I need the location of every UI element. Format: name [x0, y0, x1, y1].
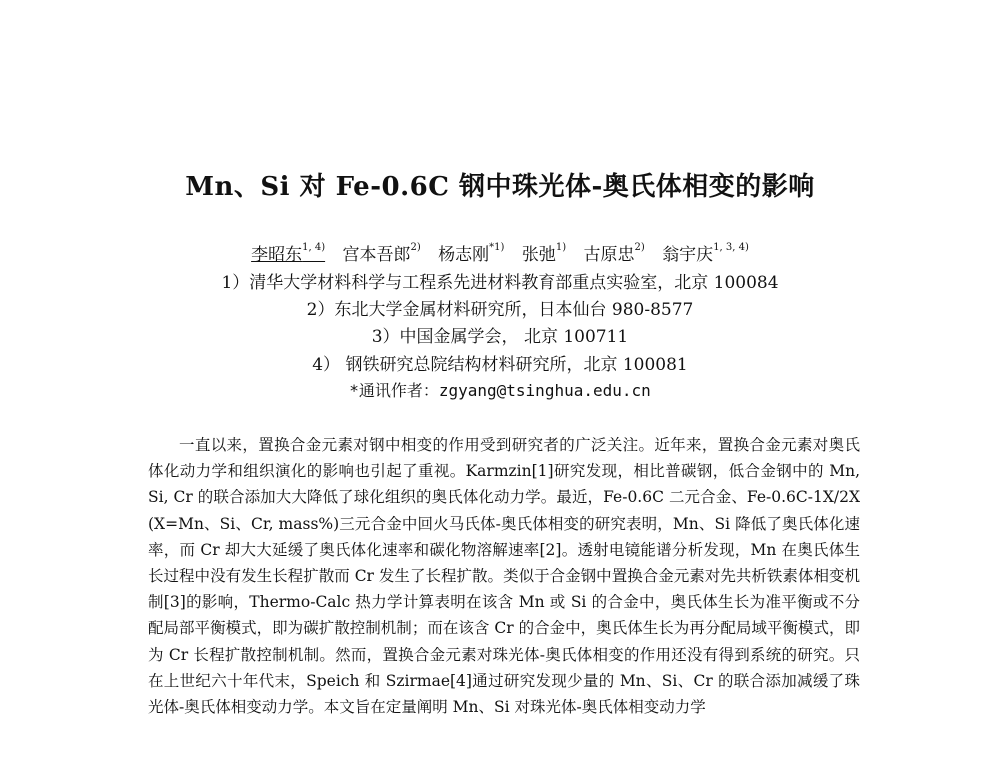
author — [521, 242, 567, 265]
author-affil-mark: 1, 4) — [302, 242, 326, 254]
author-list — [0, 240, 1000, 265]
paper-title: Mn、Si 对 Fe-0.6C 钢中珠光体-奥氏体相变的影响 — [185, 172, 815, 202]
body-text — [148, 432, 860, 720]
author-name: 宫本吾郎 — [342, 245, 411, 265]
author-affil-mark: 1, 3, 4) — [713, 242, 749, 254]
author-affil-mark: *1) — [489, 242, 505, 254]
author — [251, 242, 326, 265]
author — [438, 242, 505, 265]
author-name: 古原忠 — [583, 245, 635, 265]
affiliation-1: 1）清华大学材料科学与工程系先进材料教育部重点实验室，北京 100084 — [221, 273, 779, 293]
author — [342, 242, 421, 265]
author-affil-mark: 2) — [634, 242, 645, 254]
author-name: 杨志刚 — [438, 245, 490, 265]
affiliation-3: 3）中国金属学会， 北京 100711 — [371, 327, 629, 347]
body-paragraph: 一直以来，置换合金元素对钢中相变的作用受到研究者的广泛关注。近年来，置换合金元素对奥氏体化动力学和组织演化的影响也引起了重视。Karmzin[1]研究发现，相比普碳钢，低合金钢中的 Mn, Si, Cr 的联合添加大大降低了球化组织的奥氏体化动力学。最近，Fe-0.6C 二元合金、Fe-0.6C-1X/2X (X=Mn、Si、Cr, mass%)三元合金中回火马氏体-奥氏体相变的研究表明，Mn、Si 降低了奥氏体化速率，而 Cr 却大大延缓了奥氏体化速率和碳化物溶解速率[2]。透射电镜能谱分析发现，Mn 在奥氏体生长过程中没有发生长程扩散而 Cr 发生了长程扩散。类似于合金钢中置换合金元素对先共析铁素体相变机制[3]的影响，Thermo-Calc 热力学计算表明在该含 Mn 或 Si 的合金中，奥氏体生长为准平衡或不分配局部平衡模式，即为碳扩散控制机制；而在该含 Cr 的合金中，奥氏体生长为再分配局域平衡模式，即为 Cr 长程扩散控制机制。然而，置换合金元素对珠光体-奥氏体相变的作用还没有得到系统的研究。只在上世纪六十年代末，Speich 和 Szirmae[4]通过研究发现少量的 Mn、Si、Cr 的联合添加减缓了珠光体-奥氏体相变动力学。本文旨在定量阐明 Mn、Si 对珠光体-奥氏体相变动力学 — [148, 436, 860, 717]
author-affil-mark: 1) — [555, 242, 567, 254]
author — [583, 242, 645, 265]
author — [662, 242, 749, 265]
author-name: 李昭东 — [251, 245, 303, 265]
corresponding-author: *通讯作者：zgyang@tsinghua.edu.cn — [349, 381, 651, 400]
affiliation-4: 4） 钢铁研究总院结构材料研究所，北京 100081 — [312, 355, 688, 375]
author-affil-mark: 2) — [410, 242, 421, 254]
author-name: 翁宇庆 — [662, 245, 714, 265]
author-name: 张弛 — [521, 245, 556, 265]
affiliation-2: 2）东北大学金属材料研究所，日本仙台 980-8577 — [306, 300, 694, 320]
